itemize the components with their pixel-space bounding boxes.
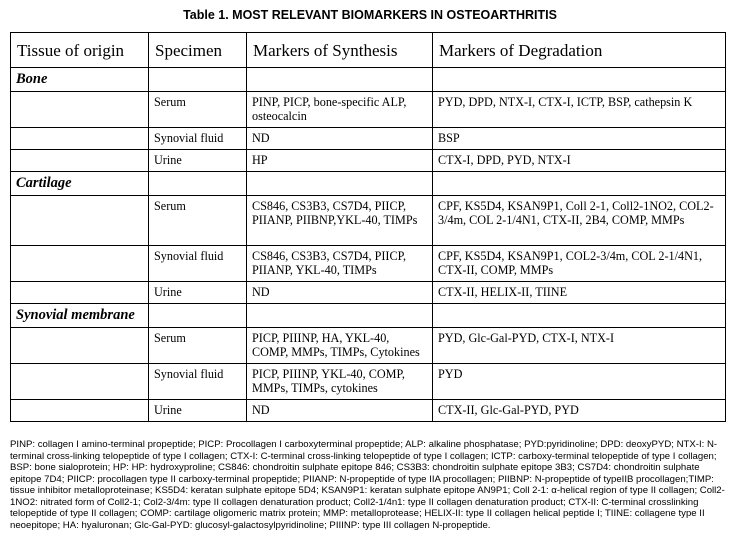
specimen-cell: Urine [149, 282, 247, 304]
table-row [11, 282, 726, 304]
specimen-cell: Serum [149, 328, 247, 364]
header-markers-of-degradation: Markers of Degradation [433, 33, 726, 68]
table-row [11, 328, 726, 364]
degradation-cell: CTX-II, Glc-Gal-PYD, PYD [433, 400, 726, 422]
table-row [11, 150, 726, 172]
table-row [11, 196, 726, 246]
specimen-cell: Urine [149, 400, 247, 422]
degradation-cell: CPF, KS5D4, KSAN9P1, COL2-3/4m, COL 2-1/4N1, CTX-II, COMP, MMPs [433, 246, 726, 282]
abbreviations-footnote: PINP: collagen I amino-terminal propeptide; PICP: Procollagen I carboxyterminal propeptide; ALP: alkaline phosphatase; PYD:pyridinoline; DPD: deoxyPYD; NTX-I: N-terminal cross-linking telopeptide of type I collagen; CTX-I: C-terminal cross-linking telopeptide of type I collagen; ICTP: carboxy-terminal telopeptide of type I collagen; BSP: bone sialoprotein; HP: HP: hydroxyproline; CS846: chondroitin sulphate epitope 846; CS3B3: chondroitin sulphate epitope 3B3; CS7D4: chondroitin sulphate epitope 7D4; PIICP: procollagen type II carboxy-terminal propeptide; PIIANP: N-propeptide of type IIA procollagen; PIIBNP: N-propeptide of typeIIB procollagen;TIMP: tissue inhibitor metalloproteinase; KS5D4: keratan sulphate epitope 5D4; KSAN9P1: keratan sulphate epitope AN9P1; Coll 2-1: α-helical region of type II collagen; Coll2-1NO2: nitrated form of Coll2-1; Col2-3/4m: type II collagen denaturation product; Coll2-1/4n1: type II collagen denaturation product; CTX-II: C-terminal crosslinking telopeptide of type II collagen; COMP: cartilage oligomeric matrix protein; MMP: metalloprotease; HELIX-II: type II collagen helical peptide I; TIINE: collagene type II neoepitope; HA: hyaluronan; Glc-Gal-PYD: glucosyl-galactosylpyridinoline; PIIINP: type III collagen N-propeptide. [10, 439, 725, 531]
biomarkers-table [10, 32, 726, 422]
specimen-cell: Synovial fluid [149, 364, 247, 400]
specimen-cell: Urine [149, 150, 247, 172]
table-row [11, 92, 726, 128]
section-row-cartilage [11, 172, 726, 196]
synthesis-cell: CS846, CS3B3, CS7D4, PIICP, PIIANP, YKL-40, TIMPs [247, 246, 433, 282]
section-label: Bone [11, 68, 149, 92]
degradation-cell: BSP [433, 128, 726, 150]
degradation-cell: CTX-I, DPD, PYD, NTX-I [433, 150, 726, 172]
synthesis-cell: ND [247, 282, 433, 304]
table-row [11, 400, 726, 422]
header-tissue-of-origin: Tissue of origin [11, 33, 149, 68]
synthesis-cell: ND [247, 128, 433, 150]
specimen-cell: Serum [149, 92, 247, 128]
section-row-bone [11, 68, 726, 92]
table-header-row [11, 33, 726, 68]
table-row [11, 364, 726, 400]
table-row [11, 128, 726, 150]
synthesis-cell: PICP, PIIINP, YKL-40, COMP, MMPs, TIMPs, cytokines [247, 364, 433, 400]
synthesis-cell: ND [247, 400, 433, 422]
synthesis-cell: PICP, PIIINP, HA, YKL-40, COMP, MMPs, TIMPs, Cytokines [247, 328, 433, 364]
specimen-cell: Synovial fluid [149, 128, 247, 150]
header-markers-of-synthesis: Markers of Synthesis [247, 33, 433, 68]
degradation-cell: CPF, KS5D4, KSAN9P1, Coll 2-1, Coll2-1NO2, COL2-3/4m, COL 2-1/4N1, CTX-II, 2B4, COMP, MMPs [433, 196, 726, 246]
header-specimen: Specimen [149, 33, 247, 68]
section-label: Cartilage [11, 172, 149, 196]
synthesis-cell: HP [247, 150, 433, 172]
section-row-synovial-membrane [11, 304, 726, 328]
specimen-cell: Synovial fluid [149, 246, 247, 282]
section-label: Synovial membrane [11, 304, 149, 328]
synthesis-cell: CS846, CS3B3, CS7D4, PIICP, PIIANP, PIIBNP,YKL-40, TIMPs [247, 196, 433, 246]
specimen-cell: Serum [149, 196, 247, 246]
degradation-cell: PYD, DPD, NTX-I, CTX-I, ICTP, BSP, cathepsin K [433, 92, 726, 128]
synthesis-cell: PINP, PICP, bone-specific ALP, osteocalcin [247, 92, 433, 128]
degradation-cell: CTX-II, HELIX-II, TIINE [433, 282, 726, 304]
table-row [11, 246, 726, 282]
table-title: Table 1. MOST RELEVANT BIOMARKERS IN OSTEOARTHRITIS [183, 8, 557, 22]
degradation-cell: PYD, Glc-Gal-PYD, CTX-I, NTX-I [433, 328, 726, 364]
degradation-cell: PYD [433, 364, 726, 400]
